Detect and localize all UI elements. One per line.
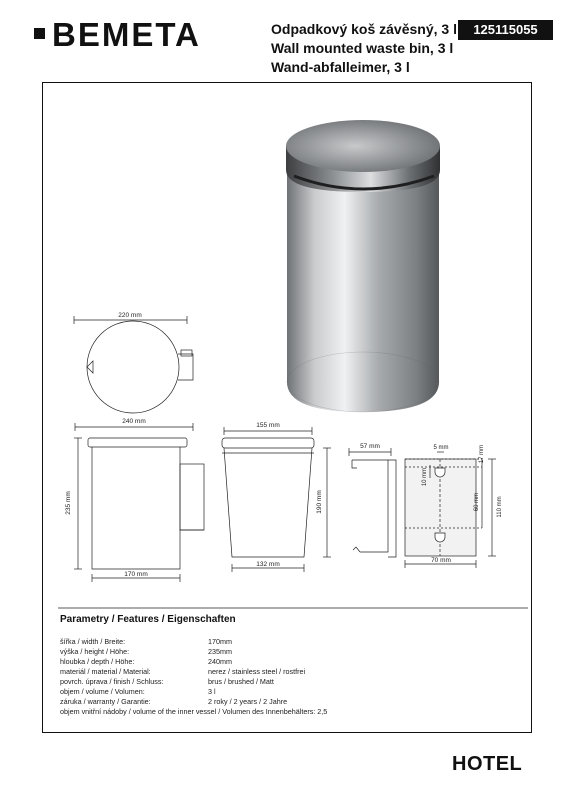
dim-side-height: 190 mm (316, 490, 323, 514)
param-label: objem / volume / Volumen: (60, 687, 145, 696)
param-row (60, 657, 232, 666)
side-view (222, 427, 331, 572)
param-label: materiál / material / Material: (60, 667, 151, 676)
bracket-profile-view (349, 448, 396, 557)
product-code-badge: 125115055 (458, 20, 553, 40)
param-row (60, 647, 232, 656)
parameters-heading: Parametry / Features / Eigenschaften (60, 614, 236, 625)
title-en: Wall mounted waste bin, 3 l (271, 40, 454, 56)
title-cz: Odpadkový koš závěsný, 3 l (271, 21, 457, 37)
param-value: 170mm (208, 637, 232, 646)
dim-bracket-depth: 57 mm (360, 443, 380, 450)
back-view (405, 452, 496, 568)
dim-back-height: 110 mm (497, 496, 503, 518)
param-row (60, 637, 232, 646)
dim-back-width: 70 mm (431, 557, 451, 564)
dim-back-spacing: 60 mm (474, 492, 480, 512)
param-label: šířka / width / Breite: (60, 637, 126, 646)
logo-wordmark: BEMETA (52, 16, 201, 53)
param-value: 2 roky / 2 years / 2 Jahre (208, 697, 288, 706)
technical-drawing (42, 82, 532, 733)
param-label: hloubka / depth / Höhe: (60, 657, 135, 666)
dim-back-hole: 5 mm (433, 445, 449, 451)
dim-top-width: 220 mm (118, 312, 142, 319)
param-row (60, 677, 274, 686)
front-view (74, 423, 204, 582)
param-row (60, 697, 287, 706)
param-row (60, 687, 216, 696)
param-label: povrch. úprava / finish / Schluss: (60, 677, 164, 686)
dim-back-top: 17 mm (479, 444, 485, 464)
logo-square-icon (34, 28, 45, 39)
dim-back-slot: 10 mm (422, 467, 428, 487)
param-row (60, 667, 305, 676)
top-view (74, 316, 193, 413)
param-value: brus / brushed / Matt (208, 677, 274, 686)
dim-front-bottom: 170 mm (124, 571, 148, 578)
title-de: Wand-abfalleimer, 3 l (271, 59, 410, 75)
param-note: objem vnitřní nádoby / volume of the inner vessel / Volumen des Innenbehälters: 2,5 (60, 707, 328, 716)
dim-front-height: 235 mm (65, 491, 72, 515)
product-photo (286, 120, 440, 412)
product-titles (271, 20, 457, 77)
param-value: 3 l (208, 687, 216, 696)
param-label: záruka / warranty / Garantie: (60, 697, 151, 706)
dim-side-top: 155 mm (256, 422, 280, 429)
category-label: HOTEL (452, 753, 523, 775)
param-value: 235mm (208, 647, 232, 656)
dim-side-bottom: 132 mm (256, 561, 280, 568)
param-label: výška / height / Höhe: (60, 647, 130, 656)
param-value: 240mm (208, 657, 232, 666)
param-value: nerez / stainless steel / rostfrei (208, 667, 306, 676)
dim-front-width: 240 mm (122, 418, 146, 425)
brand-logo (34, 16, 224, 56)
